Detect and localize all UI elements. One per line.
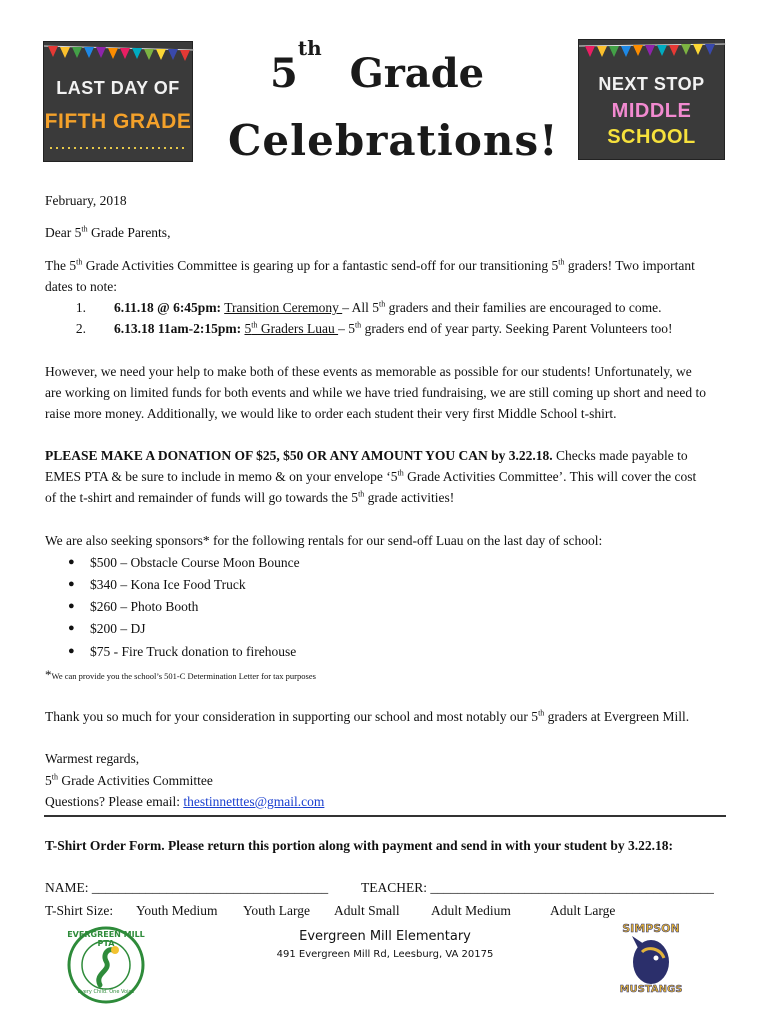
greeting bbox=[45, 222, 170, 243]
greeting-b: Grade Parents, bbox=[87, 225, 171, 240]
event-rest-a-2: – 5 bbox=[338, 321, 355, 336]
next-stop-line3: SCHOOL bbox=[607, 126, 696, 148]
donate-rest: Checks made payable to bbox=[552, 448, 688, 463]
bullet-icon: ● bbox=[68, 645, 75, 657]
donate-line2 bbox=[45, 466, 696, 487]
luau-sup: th bbox=[251, 320, 258, 330]
pta-logo-top: EVERGREEN MILL PTA bbox=[67, 930, 145, 948]
pta-logo bbox=[66, 925, 146, 1005]
form-divider bbox=[44, 815, 726, 817]
event-sup-2: th bbox=[354, 320, 362, 330]
sponsor-item bbox=[68, 552, 300, 573]
donate-l3-a: of the t-shirt and remainder of funds will go towards the 5 bbox=[45, 490, 359, 505]
donate-bold: PLEASE MAKE A DONATION OF $25, $50 OR ANY AMOUNT YOU CAN by 3.22.18. bbox=[45, 448, 553, 463]
sponsor-item bbox=[68, 596, 198, 617]
title-number: 5 bbox=[270, 50, 298, 97]
intro-sup1: th bbox=[76, 257, 83, 267]
teacher-field[interactable]: TEACHER: __________________________________________ bbox=[361, 880, 714, 895]
size-label: T-Shirt Size: bbox=[45, 903, 114, 918]
last-day-line2: FIFTH GRADE bbox=[44, 110, 192, 133]
sponsor-text: $260 – Photo Booth bbox=[90, 599, 199, 614]
intro-sup2: th bbox=[558, 257, 565, 267]
next-stop-sign bbox=[578, 39, 725, 160]
size-option-adult-medium[interactable]: Adult Medium bbox=[431, 903, 511, 918]
luau-a: 5 bbox=[244, 321, 252, 336]
transition-ceremony-link: Transition Ceremony bbox=[224, 300, 343, 315]
page-title bbox=[270, 35, 530, 97]
footnote-text: We can provide you the school’s 501-C Determination Letter for tax purposes bbox=[51, 671, 316, 681]
bullet-icon: ● bbox=[68, 556, 75, 568]
school-name: Evergreen Mill Elementary bbox=[299, 929, 471, 944]
intro-line1 bbox=[45, 255, 695, 276]
donate-l2-b: Grade Activities Committee’. This will cover the cost bbox=[403, 469, 697, 484]
event-date-1: 6.11.18 @ 6:45pm: bbox=[114, 300, 222, 315]
sponsor-item bbox=[68, 618, 146, 639]
event-item-1 bbox=[66, 297, 746, 318]
sponsor-text: $500 – Obstacle Course Moon Bounce bbox=[90, 555, 300, 570]
intro-b: Grade Activities Committee is gearing up for a fantastic send-off for our transitioning 5 bbox=[82, 258, 559, 273]
thanks-b: graders at Evergreen Mill. bbox=[544, 709, 690, 724]
letter-date: February, 2018 bbox=[45, 193, 127, 208]
size-option-youth-medium[interactable]: Youth Medium bbox=[136, 903, 218, 918]
bullet-icon: ● bbox=[68, 578, 75, 590]
bullet-icon: ● bbox=[68, 622, 75, 634]
donate-l2-sup: th bbox=[397, 468, 404, 478]
school-address: 491 Evergreen Mill Rd, Leesburg, VA 20175 bbox=[276, 949, 494, 960]
event-date-2: 6.13.18 11am-2:15pm: bbox=[114, 321, 242, 336]
sign-b: Grade Activities Committee bbox=[57, 773, 213, 788]
size-option-youth-large[interactable]: Youth Large bbox=[243, 903, 311, 918]
sign-sup: th bbox=[51, 772, 58, 782]
intro-c: graders! Two important bbox=[564, 258, 695, 273]
para2-line1: However, we need your help to make both of these events as memorable as possible for our students! Unfortunately, we bbox=[45, 364, 692, 379]
event-item-2 bbox=[66, 318, 746, 339]
size-option-adult-large[interactable]: Adult Large bbox=[550, 903, 616, 918]
donate-l3-b: grade activities! bbox=[364, 490, 455, 505]
donate-l3-sup: th bbox=[358, 489, 365, 499]
thanks-sup: th bbox=[538, 708, 545, 718]
tax-footnote bbox=[45, 666, 316, 684]
mustang-bottom: MUSTANGS bbox=[619, 984, 683, 995]
page-title-line2: Celebrations! bbox=[228, 116, 559, 165]
thanks-a: Thank you so much for your consideration in supporting our school and most notably our 5 bbox=[45, 709, 539, 724]
intro-a: The 5 bbox=[45, 258, 77, 273]
donate-line3 bbox=[45, 487, 454, 508]
questions-label: Questions? Please email: bbox=[45, 794, 184, 809]
mustangs-logo bbox=[612, 918, 690, 1002]
bunting-right-icon bbox=[579, 40, 726, 70]
footnote-star: * bbox=[45, 667, 52, 682]
signature bbox=[45, 770, 213, 791]
sign-a: 5 bbox=[45, 773, 52, 788]
email-link[interactable]: thestinnetttes@gmail.com bbox=[183, 794, 325, 809]
thanks-line bbox=[45, 706, 689, 727]
next-stop-line1: NEXT STOP bbox=[598, 74, 705, 94]
mustang-top: SIMPSON bbox=[622, 922, 680, 935]
size-option-adult-small[interactable]: Adult Small bbox=[334, 903, 400, 918]
next-stop-line2: MIDDLE bbox=[611, 100, 692, 122]
greeting-sup: th bbox=[81, 224, 88, 234]
donate-line1 bbox=[45, 445, 688, 466]
sponsor-intro: We are also seeking sponsors* for the following rentals for our send-off Luau on the last day of school: bbox=[45, 533, 603, 548]
sponsor-item bbox=[68, 641, 296, 662]
event-sup-1: th bbox=[378, 299, 386, 309]
last-day-sign bbox=[43, 41, 193, 162]
graders-luau-link bbox=[245, 321, 339, 336]
sponsor-text: $200 – DJ bbox=[90, 621, 146, 636]
closing: Warmest regards, bbox=[45, 751, 140, 766]
dot-border-icon bbox=[44, 42, 194, 163]
event-rest-b-1: graders and their families are encouraged to come. bbox=[385, 300, 662, 315]
last-day-line1: LAST DAY OF bbox=[56, 78, 180, 98]
event-rest-b-2: graders end of year party. Seeking Parent Volunteers too! bbox=[361, 321, 673, 336]
para2-line3: raise more money. Additionally, we would like to order each student their very first Middle School t-shirt. bbox=[45, 406, 617, 421]
event-num-1: 1. bbox=[75, 300, 86, 315]
pta-logo-bottom: Every Child. One Voice bbox=[77, 989, 135, 995]
greeting-a: Dear 5 bbox=[45, 225, 82, 240]
title-word: Grade bbox=[349, 50, 485, 97]
luau-b: Graders Luau bbox=[257, 321, 339, 336]
sponsor-text: $75 - Fire Truck donation to firehouse bbox=[90, 644, 297, 659]
event-rest-a-1: – All 5 bbox=[342, 300, 379, 315]
bullet-icon: ● bbox=[68, 600, 75, 612]
questions-line bbox=[45, 791, 324, 812]
intro-line2: dates to note: bbox=[45, 279, 117, 294]
title-sup: th bbox=[297, 35, 322, 60]
name-field[interactable]: NAME: ___________________________________ bbox=[45, 880, 329, 895]
donate-l2-a: EMES PTA & be sure to include in memo & on your envelope ‘5 bbox=[45, 469, 398, 484]
event-num-2: 2. bbox=[75, 321, 86, 336]
sponsor-item bbox=[68, 574, 246, 595]
sponsor-text: $340 – Kona Ice Food Truck bbox=[90, 577, 246, 592]
para2-line2: are working on limited funds for both events and while we have tried fundraising, we are still coming up short and need to bbox=[45, 385, 706, 400]
form-heading: T-Shirt Order Form. Please return this portion along with payment and send in with your student by 3.22.18: bbox=[45, 838, 674, 853]
